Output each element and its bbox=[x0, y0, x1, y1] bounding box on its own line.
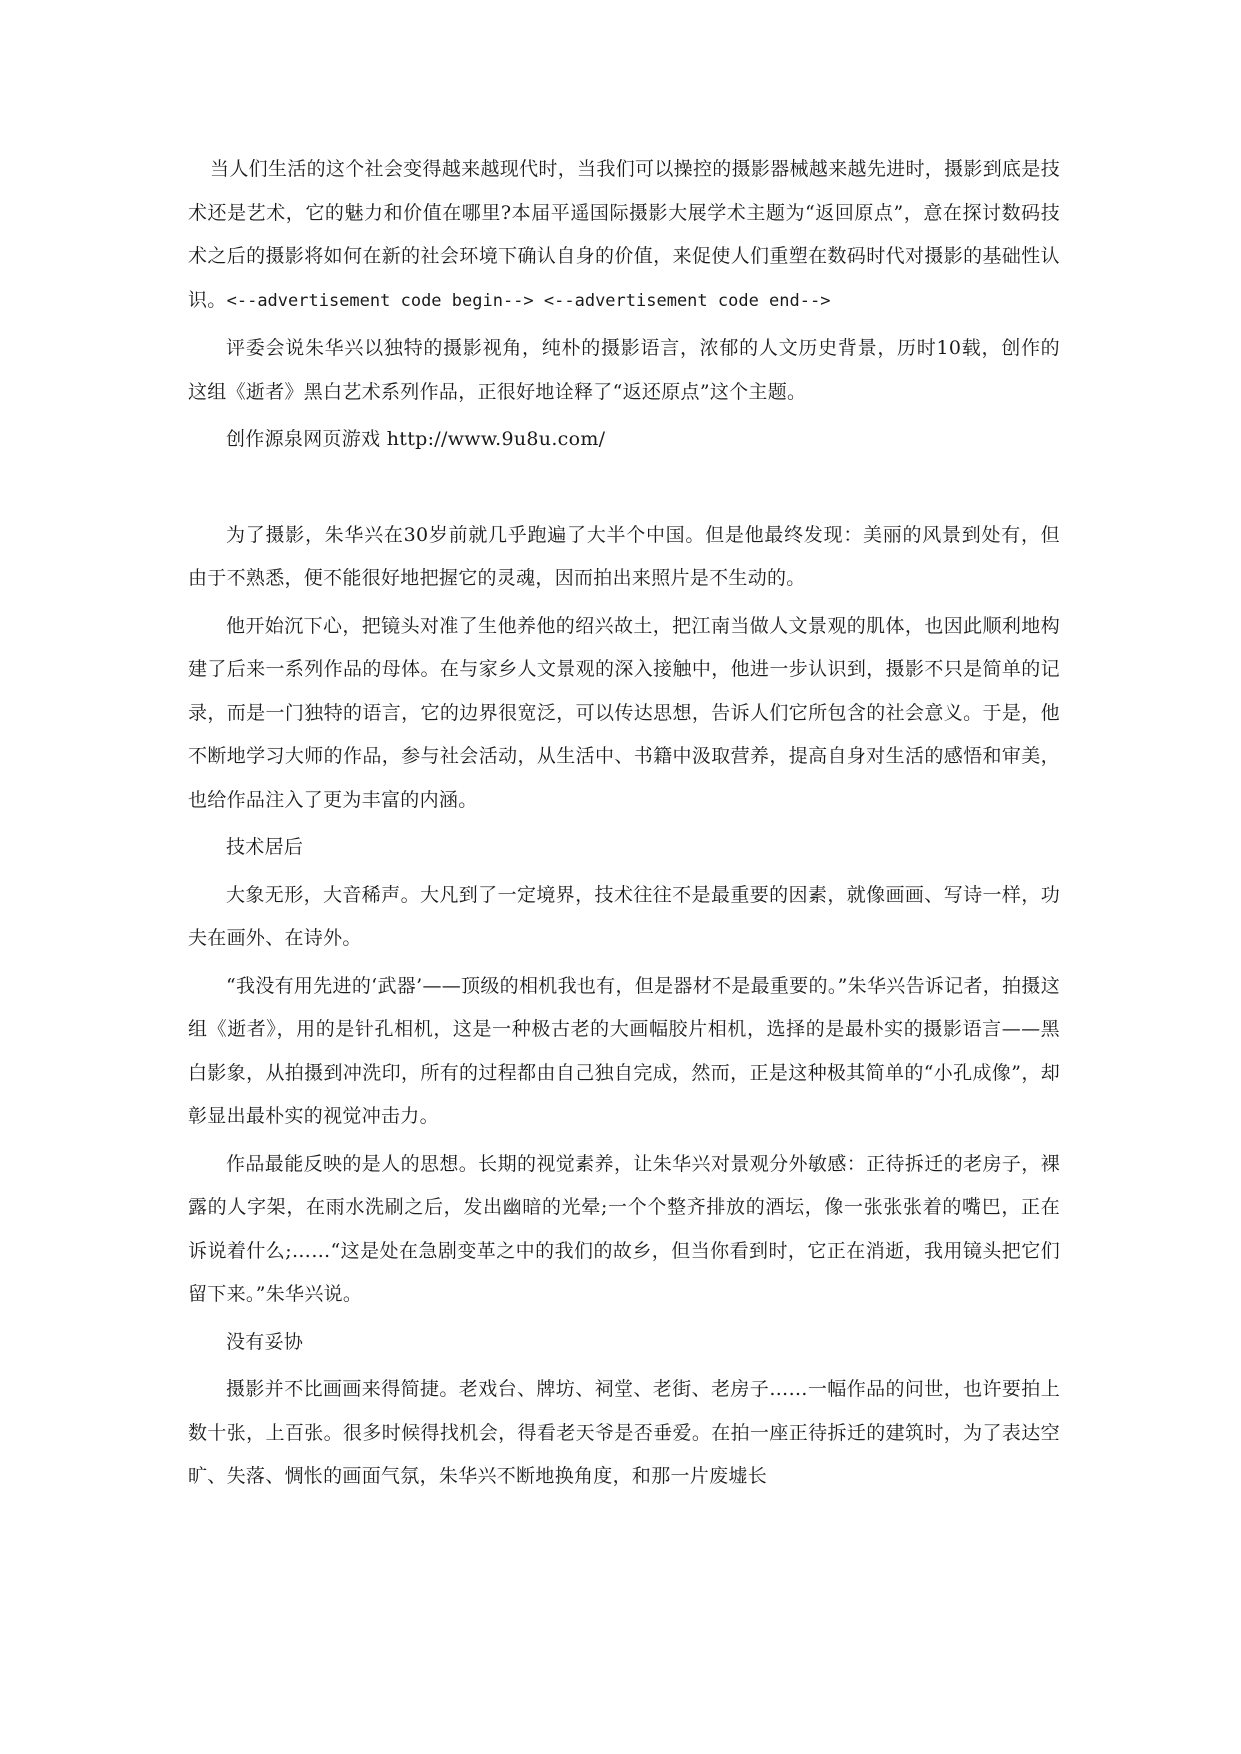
advertisement-code-comment: <--advertisement code begin--> <--advertisement code end--> bbox=[226, 290, 831, 311]
blank-line bbox=[188, 466, 1060, 514]
article-body bbox=[188, 148, 1060, 1503]
paragraph-great-image: 大象无形，大音稀声。大凡到了一定境界，技术往往不是最重要的因素，就像画画、写诗一样，功夫在画外、在诗外。 bbox=[188, 883, 1060, 949]
paragraph-travel: 为了摄影，朱华兴在30岁前就几乎跑遍了大半个中国。但是他最终发现：美丽的风景到处有，但由于不熟悉，便不能很好地把握它的灵魂，因而拍出来照片是不生动的。 bbox=[188, 523, 1060, 589]
paragraph-thought: 作品最能反映的是人的思想。长期的视觉素养，让朱华兴对景观分外敏感：正待拆迁的老房子，裸露的人字架，在雨水洗刷之后，发出幽暗的光晕;一个个整齐排放的酒坛，像一张张张着的嘴巴，正在诉说着什么;……“这是处在急剧变革之中的我们的故乡，但当你看到时，它正在消逝，我用镜头把它们留下来。”朱华兴说。 bbox=[188, 1152, 1060, 1305]
section-heading-no-compromise: 没有妥协 bbox=[226, 1330, 304, 1353]
paragraph-source-link: 创作源泉网页游戏 http://www.9u8u.com/ bbox=[226, 428, 606, 450]
paragraph-hometown: 他开始沉下心，把镜头对准了生他养他的绍兴故土，把江南当做人文景观的肌体，也因此顺利地构建了后来一系列作品的母体。在与家乡人文景观的深入接触中，他进一步认识到，摄影不只是简单的记录，而是一门独特的语言，它的边界很宽泛，可以传达思想，告诉人们它所包含的社会意义。于是，他不断地学习大师的作品，参与社会活动，从生活中、书籍中汲取营养，提高自身对生活的感悟和审美，也给作品注入了更为丰富的内涵。 bbox=[188, 614, 1060, 811]
paragraph-shooting: 摄影并不比画画来得简捷。老戏台、牌坊、祠堂、老街、老房子……一幅作品的问世，也许要拍上数十张，上百张。很多时候得找机会，得看老天爷是否垂爱。在拍一座正待拆迁的建筑时，为了表达空旷、失落、惆怅的画面气氛，朱华兴不断地换角度，和那一片废墟长 bbox=[188, 1378, 1060, 1487]
paragraph-intro-text: 当人们生活的这个社会变得越来越现代时，当我们可以操控的摄影器械越来越先进时，摄影到底是技术还是艺术，它的魅力和价值在哪里?本届平遥国际摄影大展学术主题为“返回原点”，意在探讨数码技术之后的摄影将如何在新的社会环境下确认自身的价值，来促使人们重塑在数码时代对摄影的基础性认识。 bbox=[188, 158, 1060, 311]
paragraph-intro bbox=[188, 148, 1060, 323]
section-heading-technique: 技术居后 bbox=[226, 836, 304, 858]
paragraph-jury-comment: 评委会说朱华兴以独特的摄影视角，纯朴的摄影语言，浓郁的人文历史背景，历时10载，创作的这组《逝者》黑白艺术系列作品，正很好地诠释了“返还原点”这个主题。 bbox=[188, 337, 1060, 403]
paragraph-pinhole-camera: “我没有用先进的‘武器’——顶级的相机我也有，但是器材不是最重要的。”朱华兴告诉记者，拍摄这组《逝者》，用的是针孔相机，这是一种极古老的大画幅胶片相机，选择的是最朴实的摄影语言——黑白影象，从拍摄到冲洗印，所有的过程都由自己独自完成，然而，正是这种极其简单的“小孔成像”，却彰显出最朴实的视觉冲击力。 bbox=[188, 974, 1060, 1127]
